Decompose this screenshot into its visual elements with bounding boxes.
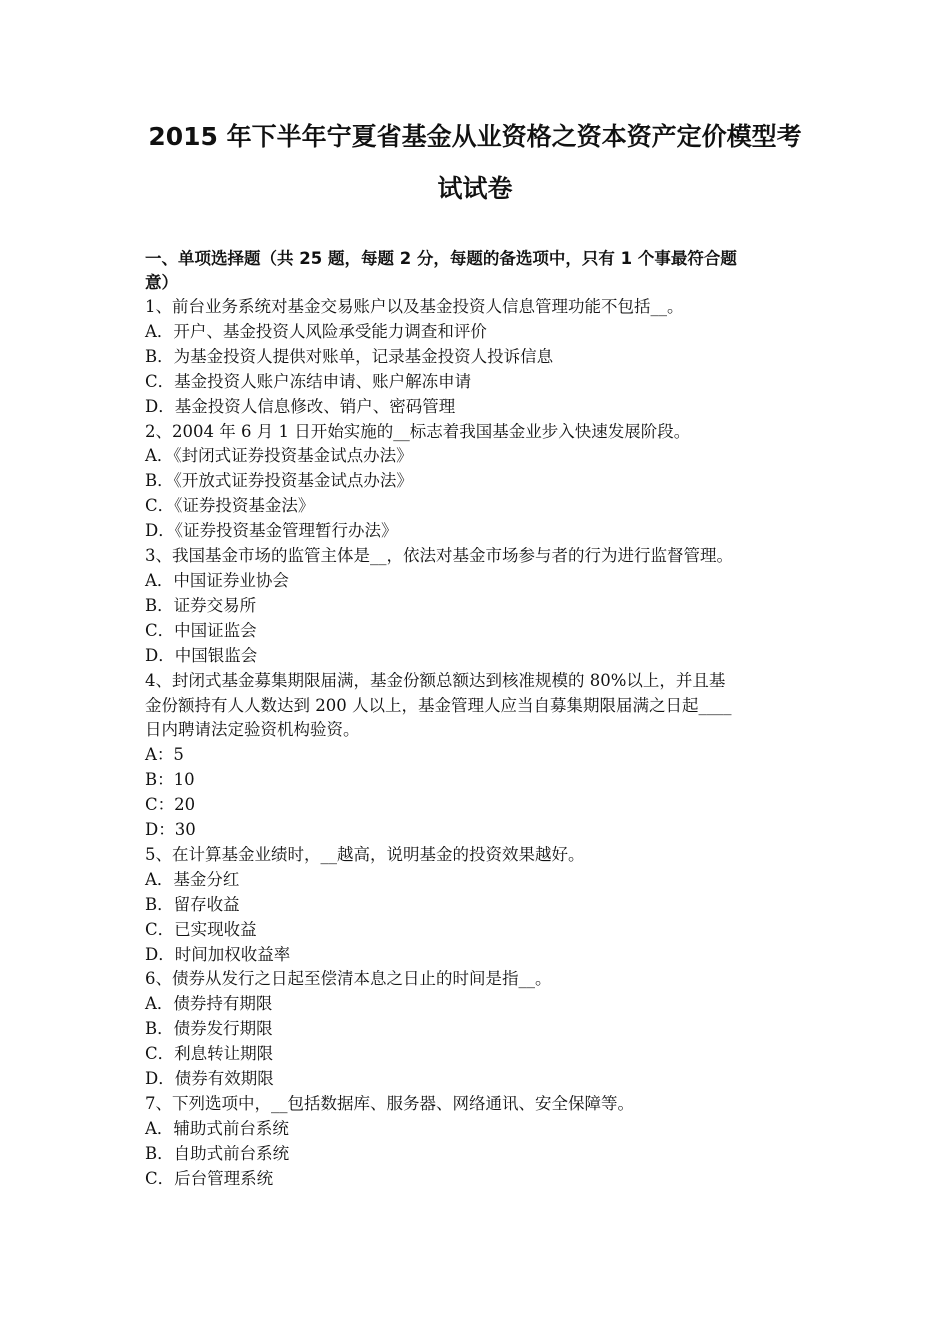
answer-option: A．《封闭式证券投资基金试点办法》 — [145, 446, 413, 466]
document-title-line-1: 2015 年下半年宁夏省基金从业资格之资本资产定价模型考 — [148, 122, 802, 151]
document-body — [145, 247, 810, 1192]
question-text: 7、下列选项中，__包括数据库、服务器、网络通讯、安全保障等。 — [145, 1094, 634, 1113]
document-title-line-2: 试试卷 — [437, 174, 513, 203]
answer-option: C．《证券投资基金法》 — [145, 496, 315, 516]
answer-option: B．留存收益 — [145, 894, 240, 914]
section-header-line-1: 一、单项选择题（共 25 题，每题 2 分，每题的备选项中，只有 1 个事最符合题 — [145, 249, 737, 268]
answer-option: C．后台管理系统 — [145, 1168, 274, 1188]
question-text: 日内聘请法定验资机构验资。 — [145, 720, 360, 740]
answer-option: B：10 — [145, 770, 195, 790]
section-header-line-2: 意） — [145, 273, 178, 292]
question-item — [145, 544, 810, 669]
answer-option: C：20 — [145, 795, 196, 815]
question-item — [145, 1092, 810, 1192]
question-list — [145, 295, 810, 1192]
answer-option: A．中国证券业协会 — [145, 570, 289, 590]
section-header — [145, 247, 810, 295]
answer-option: A．辅助式前台系统 — [145, 1118, 289, 1138]
question-text: 1、前台业务系统对基金交易账户以及基金投资人信息管理功能不包括__。 — [145, 297, 684, 316]
answer-option: A．基金分红 — [145, 869, 240, 889]
question-item — [145, 420, 810, 545]
answer-option: D．债券有效期限 — [145, 1069, 274, 1089]
question-text: 3、我国基金市场的监管主体是__，依法对基金市场参与者的行为进行监督管理。 — [145, 546, 733, 566]
answer-option: B．自助式前台系统 — [145, 1143, 290, 1163]
answer-option: B．证券交易所 — [145, 595, 257, 615]
answer-option: C．基金投资人账户冻结申请、账户解冻申请 — [145, 371, 472, 391]
answer-option: A．开户、基金投资人风险承受能力调查和评价 — [145, 321, 487, 341]
question-text: 5、在计算基金业绩时，__越高，说明基金的投资效果越好。 — [145, 844, 585, 864]
question-text: 4、封闭式基金募集期限届满，基金份额总额达到核准规模的 80%以上，并且基 — [145, 670, 726, 690]
question-text: 金份额持有人人数达到 200 人以上，基金管理人应当自募集期限届满之日起____ — [145, 695, 732, 715]
question-item — [145, 669, 810, 843]
question-item — [145, 295, 810, 420]
answer-option: D：30 — [145, 820, 196, 840]
question-item — [145, 967, 810, 1092]
answer-option: C．已实现收益 — [145, 919, 257, 939]
answer-option: A．债券持有期限 — [145, 994, 273, 1014]
answer-option: B．债券发行期限 — [145, 1019, 273, 1039]
question-text: 6、债券从发行之日起至偿清本息之日止的时间是指__。 — [145, 969, 552, 989]
question-item — [145, 843, 810, 968]
answer-option: C．利息转让期限 — [145, 1044, 274, 1064]
answer-option: D．中国银监会 — [145, 645, 258, 665]
answer-option: D．基金投资人信息修改、销户、密码管理 — [145, 396, 456, 416]
answer-option: D．时间加权收益率 — [145, 944, 291, 964]
question-text: 2、2004 年 6 月 1 日开始实施的__标志着我国基金业步入快速发展阶段。 — [145, 421, 691, 441]
answer-option: B．为基金投资人提供对账单，记录基金投资人投诉信息 — [145, 346, 554, 366]
answer-option: D．《证券投资基金管理暂行办法》 — [145, 521, 398, 541]
answer-option: B．《开放式证券投资基金试点办法》 — [145, 471, 413, 491]
answer-option: A：5 — [145, 745, 184, 765]
answer-option: C．中国证监会 — [145, 620, 257, 640]
